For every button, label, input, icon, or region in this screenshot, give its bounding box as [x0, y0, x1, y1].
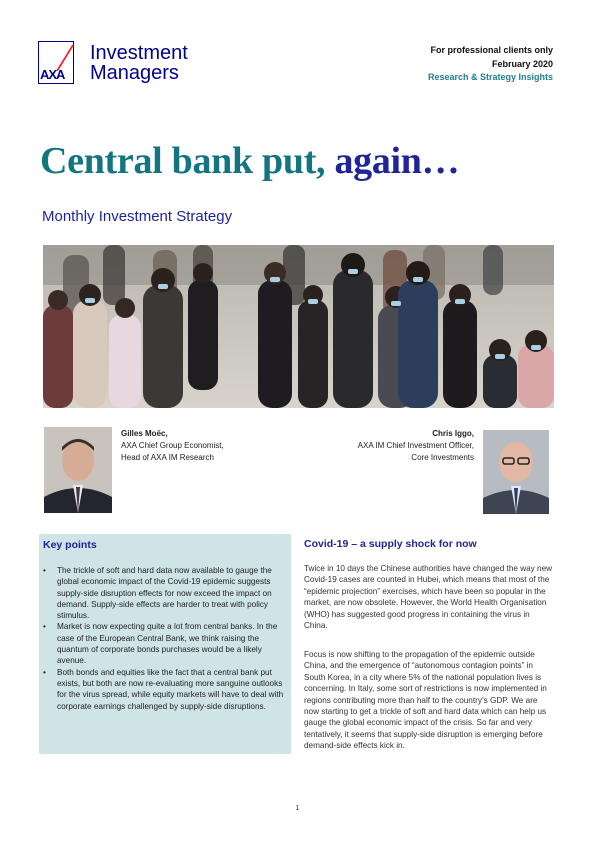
logo-line-2: Managers: [90, 62, 179, 84]
audience-label: For professional clients only: [430, 45, 553, 55]
series-label: Research & Strategy Insights: [427, 72, 553, 82]
key-points-heading: Key points: [43, 539, 97, 551]
author-role-line-1: AXA Chief Group Economist,: [121, 441, 224, 450]
axa-logo: [38, 41, 74, 84]
key-point-item: • The trickle of soft and hard data now available to gauge the global economic impact of the Covid-19 epidemic suggests supply-side disruption effects for now exceed the impact on demand. Supply-side effects are harder to treat with policy stimulus.: [43, 565, 289, 621]
logo-wordmark: [90, 43, 188, 83]
section-heading: Covid-19 – a supply shock for now: [304, 538, 477, 550]
author-name: Gilles Moëc,: [121, 429, 168, 438]
svg-text:AXA: AXA: [40, 67, 65, 82]
publication-date: February 2020: [491, 58, 553, 69]
body-paragraph: Focus is now shifting to the propagation of the epidemic outside China, and the emergence of “autonomous contagion points” in South Korea, in a city where 5% of the national population lives is concerning. In Italy, some sort of restrictions is now implemented in regions contributing more than half to the country’s GDP. We are now starting to get a trickle of soft and hard data which can help us gauge the global economic impact of the crisis. So far and very tentatively, it seems that supply-side disruption is emerging before demand-side effects kick in.: [304, 650, 547, 751]
page-number: 1: [295, 805, 300, 812]
author-role-line-1: AXA IM Chief Investment Officer,: [357, 441, 474, 450]
page-title: [40, 138, 459, 184]
author-right: [358, 428, 474, 464]
author-left: [121, 428, 224, 464]
title-part-2: again…: [334, 140, 460, 182]
key-point-item: • Market is now expecting quite a lot from central banks. In the case of the European Central Bank, we think raising the quantum of corporate bonds purchases would be a likely avenue.: [43, 621, 289, 666]
key-points-list: [43, 565, 289, 712]
author-role-line-2: Head of AXA IM Research: [121, 453, 214, 462]
hero-crowd-photo: [43, 245, 554, 408]
key-point-item: • Both bonds and equities like the fact that a central bank put exists, but both are now re-evaluating more sanguine outlooks for the virus spread, while equity markets will have to deal with corporate earnings challenged by supply-side disruptions.: [43, 667, 289, 712]
title-part-1: Central bank put,: [40, 140, 326, 182]
logo-line-1: Investment: [90, 42, 188, 64]
header-meta: [428, 44, 553, 85]
body-paragraph: Twice in 10 days the Chinese authorities have changed the way new Covid-19 cases are counted in Hubei, which means that most of the “epidemic projection” exercises, which have been so popular in the market, are now obsolete. However, the World Health Organisation (WHO) has suggested good progress in containing the virus in China.: [304, 564, 553, 631]
author-role-line-2: Core Investments: [411, 453, 474, 462]
author-photo-chris-iggo: [483, 430, 549, 514]
page-subtitle: Monthly Investment Strategy: [42, 208, 233, 225]
author-photo-gilles-moec: [44, 427, 112, 513]
author-name: Chris Iggo,: [432, 429, 474, 438]
